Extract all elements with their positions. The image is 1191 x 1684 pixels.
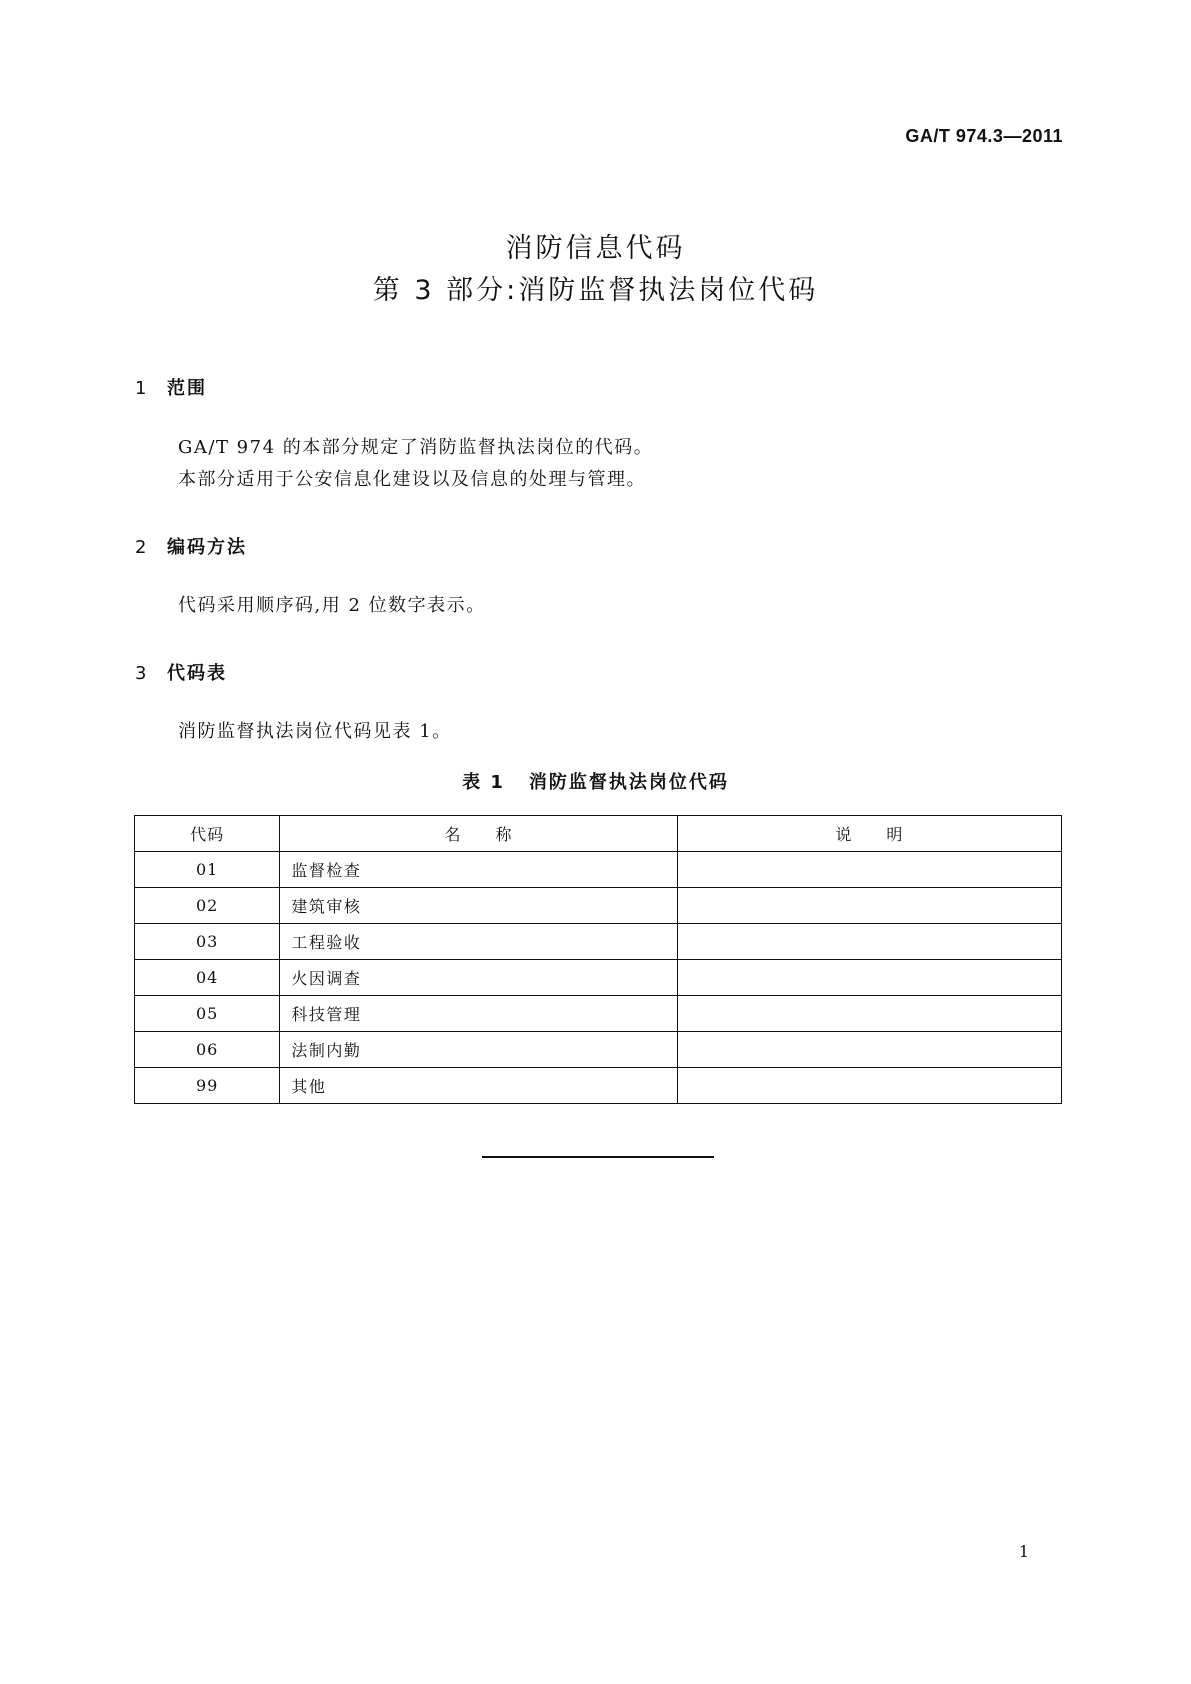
- section-number: 1: [135, 378, 149, 399]
- table-row: [135, 1068, 1062, 1104]
- paragraph: 本部分适用于公安信息化建设以及信息的处理与管理。: [178, 469, 646, 490]
- table-row: [135, 888, 1062, 924]
- cell-code: 01: [135, 852, 280, 888]
- section-number: 3: [135, 663, 149, 684]
- section-body-coding-method: [178, 590, 486, 622]
- section-number: 2: [135, 537, 149, 558]
- table-caption-label: 表 1: [462, 772, 505, 793]
- table-header-row: [135, 816, 1062, 852]
- table-caption: [0, 768, 1191, 794]
- cell-code: 06: [135, 1032, 280, 1068]
- cell-code: 99: [135, 1068, 280, 1104]
- cell-name: 科技管理: [280, 996, 677, 1032]
- code-table: [134, 815, 1062, 1104]
- cell-description: [677, 1068, 1061, 1104]
- section-title: 编码方法: [167, 537, 247, 558]
- cell-name: 火因调查: [280, 960, 677, 996]
- section-title: 范围: [167, 378, 207, 399]
- cell-description: [677, 996, 1061, 1032]
- cell-name: 建筑审核: [280, 888, 677, 924]
- table-row: [135, 960, 1062, 996]
- end-of-document-rule: [482, 1156, 714, 1158]
- cell-description: [677, 960, 1061, 996]
- cell-code: 05: [135, 996, 280, 1032]
- cell-description: [677, 888, 1061, 924]
- paragraph: 消防监督执法岗位代码见表 1。: [178, 721, 452, 742]
- section-heading-coding-method: [135, 533, 247, 559]
- cell-name: 监督检查: [280, 852, 677, 888]
- header-code: 代码: [135, 816, 280, 852]
- table-row: [135, 924, 1062, 960]
- section-heading-code-table: [135, 659, 227, 685]
- cell-name: 工程验收: [280, 924, 677, 960]
- cell-name: 其他: [280, 1068, 677, 1104]
- paragraph: 代码采用顺序码,用 2 位数字表示。: [178, 595, 486, 616]
- page-number: 1: [1018, 1542, 1029, 1561]
- section-title: 代码表: [167, 663, 227, 684]
- section-heading-scope: [135, 374, 207, 400]
- cell-code: 04: [135, 960, 280, 996]
- header-description: 说 明: [677, 816, 1061, 852]
- cell-name: 法制内勤: [280, 1032, 677, 1068]
- table-row: [135, 1032, 1062, 1068]
- table-caption-title: 消防监督执法岗位代码: [528, 772, 729, 793]
- paragraph: GA/T 974 的本部分规定了消防监督执法岗位的代码。: [178, 437, 654, 458]
- standard-number: GA/T 974.3—2011: [905, 126, 1063, 146]
- cell-code: 02: [135, 888, 280, 924]
- header-name: 名 称: [280, 816, 677, 852]
- cell-description: [677, 924, 1061, 960]
- document-title: [0, 228, 1191, 312]
- section-body-scope: [178, 432, 653, 496]
- title-main: 消防信息代码: [505, 233, 686, 264]
- title-sub: 第 3 部分:消防监督执法岗位代码: [372, 275, 819, 306]
- table-row: [135, 996, 1062, 1032]
- cell-code: 03: [135, 924, 280, 960]
- cell-description: [677, 1032, 1061, 1068]
- table-row: [135, 852, 1062, 888]
- section-body-code-table: [178, 716, 452, 748]
- cell-description: [677, 852, 1061, 888]
